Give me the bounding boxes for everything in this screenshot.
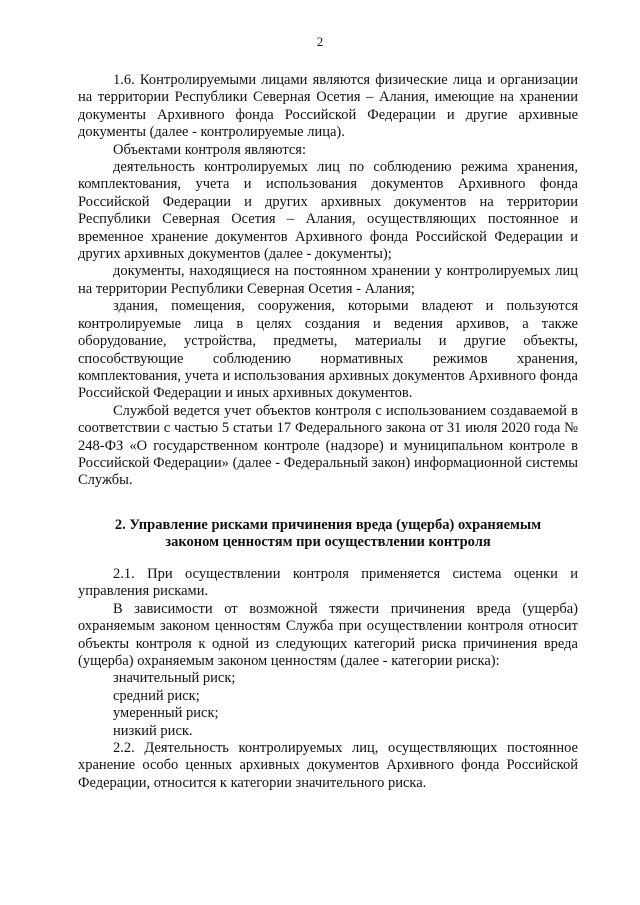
section-2-heading — [78, 517, 578, 552]
risk-category-low: низкий риск. — [113, 722, 193, 739]
paragraph-objects-intro: Объектами контроля являются: — [113, 141, 306, 158]
section-2-heading-line-1: 2. Управление рисками причинения вреда (ущерба) охраняемым — [114, 517, 542, 533]
paragraph-1-6: 1.6. Контролируемыми лицами являются физические лица и организации на территории Республики Северная Осетия – Алания, имеющие на хранении документы Архивного фонда Российской Федерации и другие архивные документы (далее - контролируемые лица). — [78, 72, 578, 141]
risk-category-medium: средний риск; — [113, 687, 200, 704]
section-2-heading-line-2: законом ценностям при осуществлении контроля — [165, 534, 491, 551]
risk-category-significant: значительный риск; — [113, 670, 236, 687]
paragraph-2-2: 2.2. Деятельность контролируемых лиц, осуществляющих постоянное хранение особо ценных архивных документов Архивного фонда Российской Федерации, относится к категории значительного риска. — [78, 740, 578, 791]
paragraph-objects-activity: деятельность контролируемых лиц по соблюдению режима хранения, комплектования, учета и использования документов Архивного фонда Российской Федерации и других архивных документов на территории Республики Северная Осетия – Алания, осуществляющих постоянное и временное хранение документов Архивного фонда Российской Федерации и других архивных документов (далее - документы); — [78, 159, 578, 263]
risk-category-moderate: умеренный риск; — [113, 705, 219, 722]
page-number: 2 — [316, 34, 324, 49]
section-1-text — [78, 72, 578, 490]
paragraph-risk-categories-intro: В зависимости от возможной тяжести причинения вреда (ущерба) охраняемым законом ценностям Служба при осуществлении контроля относит объекты контроля к одной из следующих категорий риска причинения вреда (ущерба) охраняемым законом ценностям (далее - категории риска): — [78, 600, 578, 670]
paragraph-2-1: 2.1. При осуществлении контроля применяется система оценки и управления рисками. — [78, 566, 578, 600]
paragraph-objects-documents: документы, находящиеся на постоянном хранении у контролируемых лиц на территории Республики Северная Осетия - Алания; — [78, 263, 578, 297]
paragraph-accounting: Службой ведется учет объектов контроля с использованием создаваемой в соответствии с частью 5 статьи 17 Федерального закона от 31 июля 2020 года № 248-ФЗ «О государственном контроле (надзоре) и муниципальном контроле в Российской Федерации» (далее - Федеральный закон) информационной системы Службы. — [78, 402, 578, 489]
section-2-text — [78, 566, 578, 792]
paragraph-objects-buildings: здания, помещения, сооружения, которыми владеют и пользуются контролируемые лица в целях создания и ведения архивов, а также оборудование, устройства, предметы, материалы и другие объекты, способствующие соблюдению нормативных режимов хранения, комплектования, учета и использования архивных документов Архивного фонда Российской Федерации и иных архивных документов. — [78, 298, 578, 402]
